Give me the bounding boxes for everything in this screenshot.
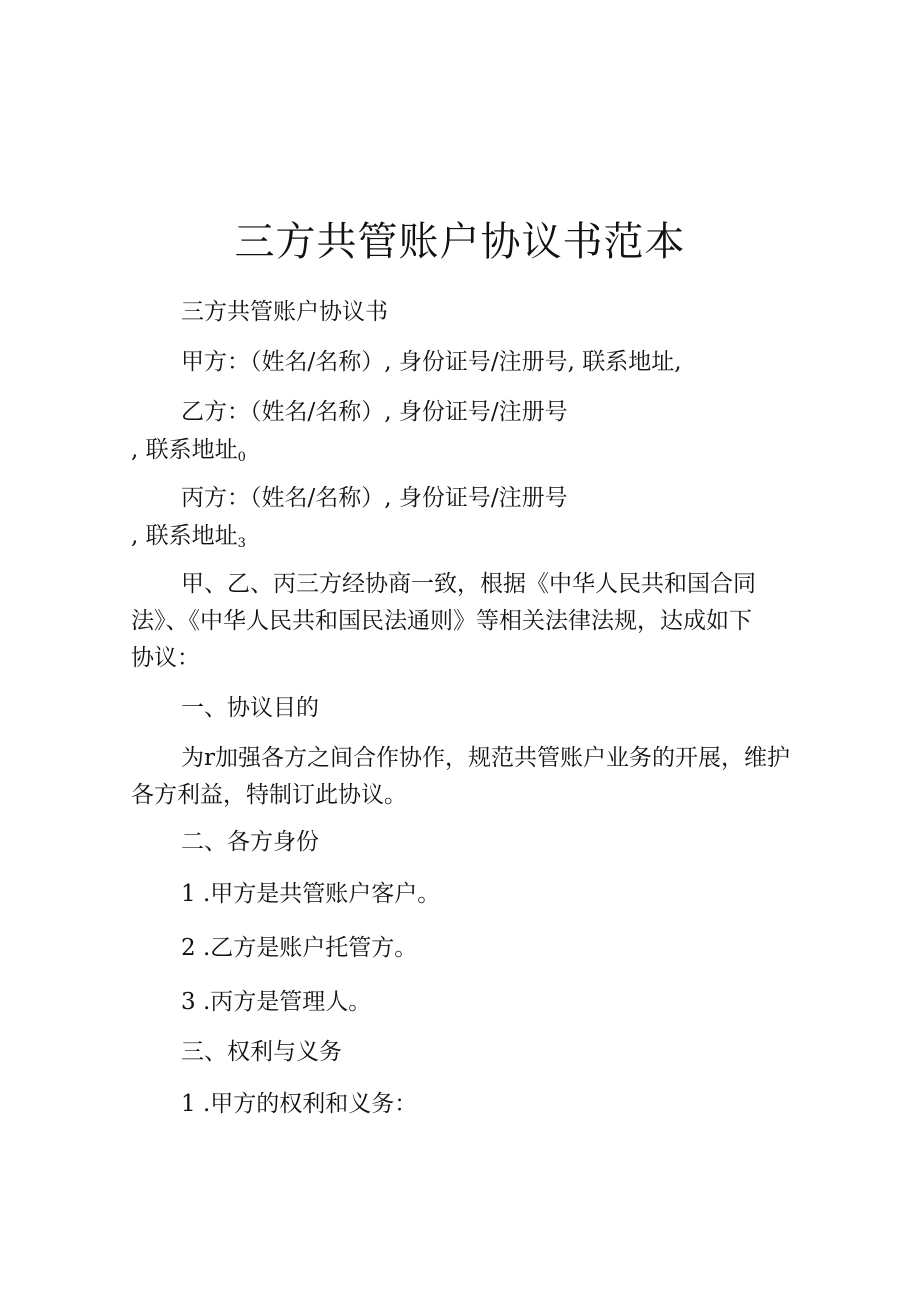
- intro-line-3: 协议：: [131, 645, 200, 671]
- intro-line-1: 甲、乙、丙三方经协商一致，根据《中华人民共和国合同: [181, 571, 756, 597]
- document-subtitle: 三方共管账户协议书: [181, 299, 388, 325]
- section-2-item-1: 1 .甲方是共管账户客户。: [181, 881, 441, 907]
- section-3-item-1: 1 .甲方的权利和义务：: [181, 1091, 418, 1117]
- party-c-line-2: [131, 520, 246, 560]
- section-2-heading: 二、各方身份: [181, 829, 319, 855]
- party-c-address-label: , 联系地址: [131, 523, 238, 549]
- section-2-item-3: 3 .丙方是管理人。: [181, 989, 372, 1015]
- party-c-line-1: 丙方：（姓名/名称）, 身份证号/注册号: [181, 485, 568, 511]
- section-2-item-2: 2 .乙方是账户托管方。: [181, 935, 418, 961]
- party-b-mark: 0: [237, 450, 246, 465]
- section-1-line-1: 为r加强各方之间合作协作，规范共管账户业务的开展，维护: [181, 745, 790, 771]
- party-a-line: 甲方：（姓名/名称）, 身份证号/注册号, 联系地址,: [181, 349, 682, 375]
- section-1-line-2: 各方利益，特制订此协议。: [131, 782, 407, 808]
- section-3-heading: 三、权利与义务: [181, 1039, 342, 1065]
- section-1-heading: 一、协议目的: [181, 695, 319, 721]
- party-b-address-label: , 联系地址: [131, 437, 238, 463]
- party-c-mark: 3: [237, 536, 246, 551]
- document-title: 三方共管账户协议书范本: [234, 219, 686, 265]
- party-b-line-2: [131, 434, 246, 474]
- party-b-line-1: 乙方：（姓名/名称）, 身份证号/注册号: [181, 399, 568, 425]
- intro-line-2: 法》、《中华人民共和国民法通则》等相关法律法规，达成如下: [131, 608, 752, 634]
